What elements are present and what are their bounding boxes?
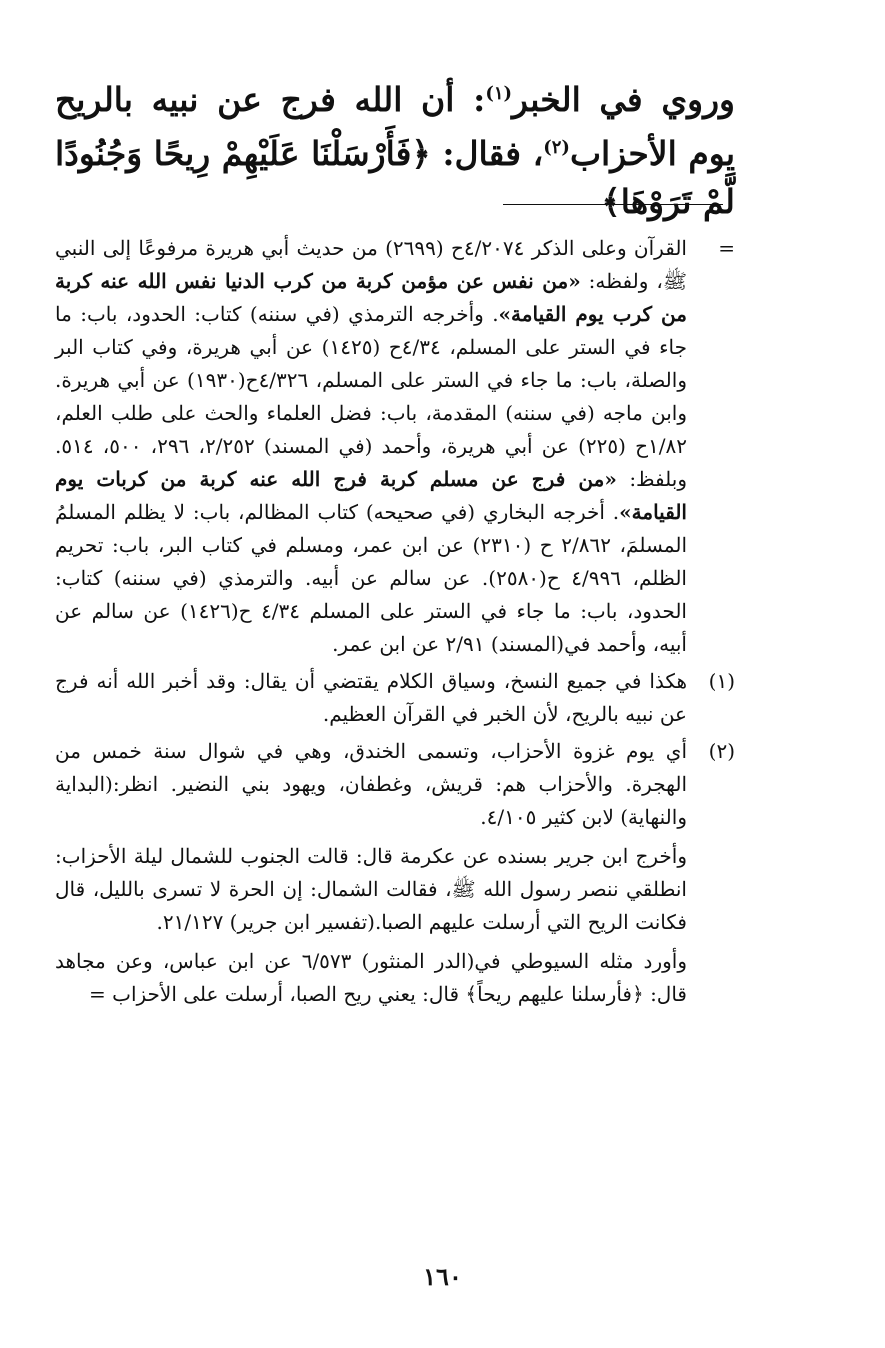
hadith-quote: «من نفس عن مؤمن كربة من كرب الدنيا نفس الله عنه كربة من كرب يوم القيامة» xyxy=(55,269,687,326)
footnote-text: . وأخرجه الترمذي (في سننه) كتاب: الحدود، باب: ما جاء في الستر على المسلم، ٤/٣٤ح (١٤٢٥) عن أبي هريرة، وفي كتاب البر والصلة، باب: ما جاء في الستر على المسلم، ٤/٣٢٦ح(١٩٣٠) عن أبي هريرة. وابن ماجه (في سننه) المقدمة، باب: فضل العلماء والحث على طلب العلم، ١/٨٢ح (٢٢٥) عن أبي هريرة، وأحمد (في المسند) ٢/٢٥٢، ٢٩٦، ٥٠٠، ٥١٤. وبلفظ: xyxy=(55,302,688,491)
main-text-part: وروي في الخبر xyxy=(512,80,735,119)
main-paragraph xyxy=(55,70,735,226)
footnote-1 xyxy=(55,665,735,731)
footnote-paragraph: وأورد مثله السيوطي في(الدر المنثور) ٦/٥٧٣ عن ابن عباس، وعن مجاهد قال: ﴿فأرسلنا عليهم ريحاً﴾ قال: يعني ريح الصبا، أرسلت على الأحزاب = xyxy=(55,949,687,1006)
footnote-text: هكذا في جميع النسخ، وسياق الكلام يقتضي أن يقال: وقد أخبر الله أنه فرج عن نبيه بالريح، لأن الخبر في القرآن العظيم. xyxy=(55,669,688,726)
main-text-part: : أن الله فرج عن نبيه بالريح يوم الأحزاب xyxy=(55,80,735,173)
quran-verse: ﴿فَأَرْسَلْنَا عَلَيْهِمْ رِيحًا وَجُنُودًا لَّمْ تَرَوْهَا﴾ xyxy=(55,134,735,221)
footnote-text: القرآن وعلى الذكر ٤/٢٠٧٤ح (٢٦٩٩) من حديث أبي هريرة مرفوعًا إلى النبي ﷺ، ولفظه: xyxy=(55,236,687,293)
page-number: ١٦٠ xyxy=(423,1262,462,1291)
footnote-ref-2: (٢) xyxy=(543,137,570,158)
footnote-marker: (٢) xyxy=(708,739,735,763)
footnote-ref-1: (١) xyxy=(485,83,513,104)
continuation-marker: = xyxy=(718,236,735,260)
footnote-continued xyxy=(55,232,735,661)
main-text xyxy=(55,70,735,226)
footnote-2 xyxy=(55,735,735,834)
footnotes xyxy=(55,232,735,1015)
footnote-marker: (١) xyxy=(708,669,735,693)
hadith-quote: «من فرج عن مسلم كربة فرج الله عنه كربة من كربات يوم القيامة» xyxy=(55,467,687,524)
footnote-text: أي يوم غزوة الأحزاب، وتسمى الخندق، وهي في شوال سنة خمس من الهجرة. والأحزاب هم: قريش، وغطفان، ويهود بني النضير. انظر:(البداية والنهاية) لابن كثير ٤/١٠٥. xyxy=(55,739,687,829)
footnote-paragraph: وأخرج ابن جرير بسنده عن عكرمة قال: قالت الجنوب للشمال ليلة الأحزاب: انطلقي ننصر رسول الله ﷺ، فقالت الشمال: إن الحرة لا تسرى بالليل، قال فكانت الريح التي أرسلت عليهم الصبا.(تفسير ابن جرير) ٢١/١٢٧. xyxy=(55,844,687,934)
footnote-separator xyxy=(503,204,723,205)
main-text-part: ، فقال: xyxy=(430,134,544,173)
footnote-text: . أخرجه البخاري (في صحيحه) كتاب المظالم، باب: لا يظلم المسلمُ المسلمَ، ٢/٨٦٢ ح (٢٣١٠) عن ابن عمر، ومسلم في كتاب البر، باب: تحريم الظلم، ٤/٩٩٦ ح(٢٥٨٠). عن سالم عن أبيه. والترمذي (في سننه) كتاب: الحدود، باب: ما جاء في الستر على المسلم ٤/٣٤ ح(١٤٢٦) عن سالم عن أبيه، وأحمد في(المسند) ٢/٩١ عن ابن عمر. xyxy=(55,500,687,656)
